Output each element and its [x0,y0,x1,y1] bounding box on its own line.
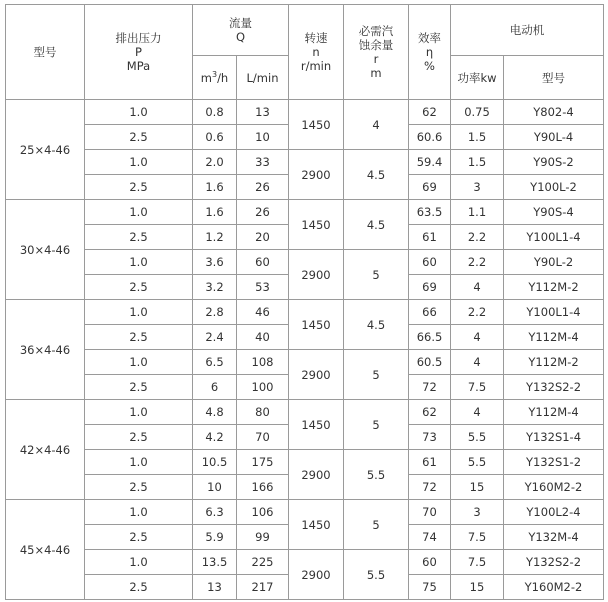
cell-efficiency: 72 [409,475,451,500]
cell-motor-model: Y100L1-4 [504,300,604,325]
cell-flow-m3h: 5.9 [193,525,237,550]
cell-speed: 2900 [289,450,344,500]
cell-flow-m3h: 3.6 [193,250,237,275]
table-row [6,100,604,125]
cell-npsh: 5 [344,350,409,400]
header-speed-label: 转速 [304,31,328,45]
cell-flow-lmin: 225 [237,550,289,575]
cell-efficiency: 69 [409,175,451,200]
header-pressure-unit: MPa [126,59,151,73]
table-row [6,250,604,275]
cell-pressure: 2.5 [85,425,193,450]
cell-motor-model: Y90S-2 [504,150,604,175]
cell-npsh: 5.5 [344,550,409,600]
cell-motor-power: 7.5 [451,550,504,575]
header-speed-symbol: n [312,45,320,59]
cell-motor-model: Y100L-2 [504,175,604,200]
cell-pressure: 2.5 [85,275,193,300]
cell-motor-power: 1.1 [451,200,504,225]
cell-efficiency: 75 [409,575,451,600]
cell-motor-model: Y132S2-2 [504,375,604,400]
cell-speed: 1450 [289,500,344,550]
cell-npsh: 5.5 [344,450,409,500]
cell-motor-model: Y112M-2 [504,275,604,300]
cell-efficiency: 66.5 [409,325,451,350]
header-efficiency [409,5,451,100]
cell-npsh: 4.5 [344,200,409,250]
header-model: 型号 [6,5,85,100]
header-npsh-label-2: 蚀余量 [358,38,394,52]
cell-flow-m3h: 10 [193,475,237,500]
header-flow [193,5,289,56]
cell-pressure: 1.0 [85,500,193,525]
table-row [6,350,604,375]
header-motor: 电动机 [451,5,604,56]
cell-flow-lmin: 40 [237,325,289,350]
cell-efficiency: 59.4 [409,150,451,175]
cell-model: 45×4-46 [6,500,85,600]
cell-flow-lmin: 175 [237,450,289,475]
header-npsh-label-1: 必需汽 [358,24,394,38]
cell-motor-power: 5.5 [451,450,504,475]
cell-motor-model: Y160M2-2 [504,575,604,600]
cell-motor-model: Y90L-4 [504,125,604,150]
cell-motor-power: 7.5 [451,375,504,400]
cell-motor-power: 4 [451,275,504,300]
cell-pressure: 1.0 [85,350,193,375]
cell-flow-lmin: 20 [237,225,289,250]
header-pressure-label: 排出压力 [115,31,162,45]
cell-motor-model: Y112M-2 [504,350,604,375]
cell-efficiency: 74 [409,525,451,550]
cell-flow-lmin: 217 [237,575,289,600]
cell-flow-lmin: 108 [237,350,289,375]
cell-motor-power: 0.75 [451,100,504,125]
cell-pressure: 1.0 [85,100,193,125]
cell-pressure: 1.0 [85,450,193,475]
pump-spec-table [5,4,604,600]
table-row [6,500,604,525]
cell-model: 36×4-46 [6,300,85,400]
cell-pressure: 2.5 [85,125,193,150]
cell-motor-model: Y132S1-2 [504,450,604,475]
cell-model: 30×4-46 [6,200,85,300]
table-row [6,200,604,225]
cell-efficiency: 61 [409,450,451,475]
cell-speed: 2900 [289,350,344,400]
cell-flow-m3h: 13.5 [193,550,237,575]
cell-npsh: 5 [344,250,409,300]
cell-pressure: 2.5 [85,175,193,200]
cell-efficiency: 60 [409,250,451,275]
cell-flow-lmin: 70 [237,425,289,450]
header-pressure [85,5,193,100]
cell-pressure: 2.5 [85,525,193,550]
cell-efficiency: 60.6 [409,125,451,150]
cell-motor-model: Y90S-4 [504,200,604,225]
cell-motor-model: Y100L1-4 [504,225,604,250]
cell-flow-lmin: 26 [237,200,289,225]
cell-efficiency: 61 [409,225,451,250]
header-flow-m3h-base: m [200,70,212,85]
cell-efficiency: 73 [409,425,451,450]
cell-flow-m3h: 6 [193,375,237,400]
cell-efficiency: 60.5 [409,350,451,375]
header-flow-symbol: Q [235,30,246,44]
cell-motor-power: 1.5 [451,150,504,175]
header-flow-lmin: L/min [237,56,289,100]
cell-pressure: 1.0 [85,200,193,225]
cell-flow-m3h: 4.8 [193,400,237,425]
cell-speed: 2900 [289,250,344,300]
cell-motor-model: Y802-4 [504,100,604,125]
cell-npsh: 4.5 [344,300,409,350]
header-motor-model: 型号 [504,56,604,100]
cell-motor-power: 4 [451,325,504,350]
cell-motor-model: Y160M2-2 [504,475,604,500]
cell-flow-lmin: 10 [237,125,289,150]
cell-flow-m3h: 6.5 [193,350,237,375]
cell-pressure: 1.0 [85,250,193,275]
cell-pressure: 2.5 [85,475,193,500]
cell-npsh: 4 [344,100,409,150]
cell-efficiency: 63.5 [409,200,451,225]
cell-pressure: 2.5 [85,225,193,250]
cell-flow-lmin: 46 [237,300,289,325]
cell-pressure: 1.0 [85,550,193,575]
table-row [6,550,604,575]
header-flow-m3h-tail: /h [217,70,229,85]
cell-efficiency: 62 [409,100,451,125]
cell-efficiency: 62 [409,400,451,425]
cell-npsh: 5 [344,400,409,450]
cell-npsh: 4.5 [344,150,409,200]
cell-flow-m3h: 6.3 [193,500,237,525]
header-flow-m3h [193,56,237,100]
cell-motor-power: 2.2 [451,250,504,275]
cell-flow-m3h: 13 [193,575,237,600]
cell-speed: 1450 [289,400,344,450]
header-flow-m3h-sup: 3 [211,69,218,79]
cell-motor-power: 15 [451,575,504,600]
cell-motor-power: 3 [451,175,504,200]
cell-motor-model: Y132S1-4 [504,425,604,450]
cell-motor-power: 2.2 [451,300,504,325]
header-efficiency-symbol: η [425,45,434,59]
header-efficiency-unit: % [424,59,435,73]
header-motor-power: 功率kw [451,56,504,100]
cell-efficiency: 69 [409,275,451,300]
cell-flow-m3h: 0.6 [193,125,237,150]
cell-motor-power: 2.2 [451,225,504,250]
header-speed [289,5,344,100]
cell-motor-model: Y90L-2 [504,250,604,275]
cell-motor-model: Y132S2-2 [504,550,604,575]
cell-efficiency: 60 [409,550,451,575]
cell-motor-power: 1.5 [451,125,504,150]
cell-flow-lmin: 26 [237,175,289,200]
cell-pressure: 2.5 [85,325,193,350]
cell-motor-model: Y132M-4 [504,525,604,550]
cell-speed: 2900 [289,550,344,600]
cell-pressure: 1.0 [85,400,193,425]
cell-pressure: 2.5 [85,375,193,400]
cell-flow-lmin: 80 [237,400,289,425]
cell-flow-m3h: 2.4 [193,325,237,350]
cell-flow-m3h: 1.6 [193,175,237,200]
cell-speed: 1450 [289,300,344,350]
cell-speed: 2900 [289,150,344,200]
cell-flow-m3h: 0.8 [193,100,237,125]
cell-flow-m3h: 2.0 [193,150,237,175]
cell-motor-model: Y112M-4 [504,325,604,350]
cell-flow-m3h: 1.2 [193,225,237,250]
cell-flow-lmin: 106 [237,500,289,525]
cell-speed: 1450 [289,100,344,150]
cell-flow-m3h: 4.2 [193,425,237,450]
cell-motor-power: 15 [451,475,504,500]
cell-efficiency: 72 [409,375,451,400]
table-row [6,150,604,175]
header-row [6,5,604,56]
cell-flow-m3h: 10.5 [193,450,237,475]
cell-flow-lmin: 53 [237,275,289,300]
cell-flow-lmin: 99 [237,525,289,550]
table-row [6,400,604,425]
header-flow-label: 流量 [229,16,252,30]
header-npsh-unit: m [370,66,382,80]
cell-model: 25×4-46 [6,100,85,200]
cell-flow-lmin: 33 [237,150,289,175]
cell-pressure: 1.0 [85,150,193,175]
cell-flow-lmin: 60 [237,250,289,275]
header-pressure-symbol: P [135,45,142,59]
cell-pressure: 1.0 [85,300,193,325]
cell-motor-power: 7.5 [451,525,504,550]
cell-motor-power: 4 [451,350,504,375]
cell-motor-model: Y112M-4 [504,400,604,425]
header-npsh [344,5,409,100]
cell-motor-power: 5.5 [451,425,504,450]
cell-flow-lmin: 100 [237,375,289,400]
header-npsh-symbol: r [373,52,379,66]
cell-flow-lmin: 13 [237,100,289,125]
cell-motor-power: 4 [451,400,504,425]
header-speed-unit: r/min [300,59,332,73]
cell-efficiency: 70 [409,500,451,525]
cell-flow-m3h: 1.6 [193,200,237,225]
cell-model: 42×4-46 [6,400,85,500]
cell-motor-model: Y100L2-4 [504,500,604,525]
cell-speed: 1450 [289,200,344,250]
cell-flow-m3h: 3.2 [193,275,237,300]
table-row [6,300,604,325]
cell-pressure: 2.5 [85,575,193,600]
header-efficiency-label: 效率 [418,31,441,45]
cell-flow-lmin: 166 [237,475,289,500]
cell-npsh: 5 [344,500,409,550]
cell-motor-power: 3 [451,500,504,525]
cell-efficiency: 66 [409,300,451,325]
table-row [6,450,604,475]
cell-flow-m3h: 2.8 [193,300,237,325]
